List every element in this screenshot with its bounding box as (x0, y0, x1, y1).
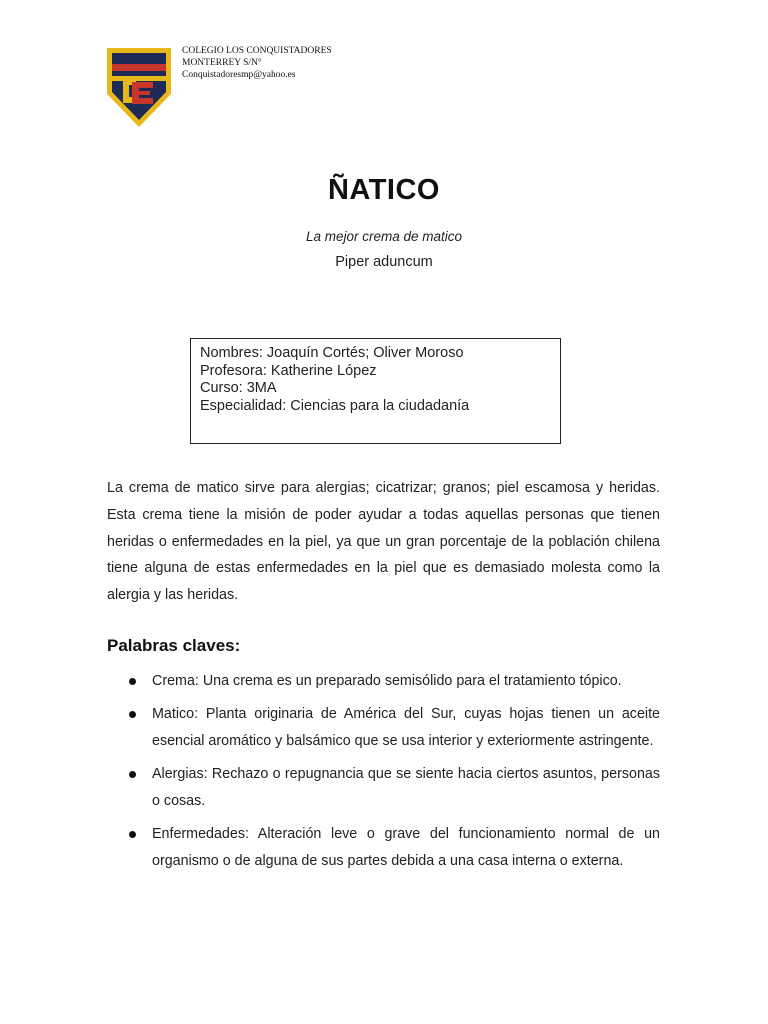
keywords-heading: Palabras claves: (107, 636, 241, 655)
info-curso: Curso: 3MA (200, 380, 277, 396)
document-title: ÑATICO (327, 174, 440, 206)
bullet-icon (129, 771, 136, 778)
school-address: MONTERREY S/N° (182, 58, 262, 68)
school-header (182, 45, 332, 81)
keywords-list (152, 668, 660, 875)
intro-paragraph: La crema de matico sirve para alergias; cicatrizar; granos; piel escamosa y heridas. Esta crema tiene la misión de poder ayudar a todas aquellas personas que tienen heridas o enfermedades en la piel, ya que un gran porcentaje de la población chilena tiene alguna de estas enfermedades en la piel que es demasiado molesta como la alergia y las heridas. (107, 480, 660, 604)
shield-stripe-gold (112, 76, 166, 81)
shield-emblem-e (132, 82, 153, 104)
bullet-icon (129, 678, 136, 685)
student-info-box (190, 338, 561, 444)
document-subtitle: La mejor crema de matico (305, 229, 463, 244)
keyword-text: Enfermedades: Alteración leve o grave del funcionamiento normal de un organismo o de alguna de sus partes debida a una casa interna o externa. (152, 826, 660, 869)
shield-stripe-top (112, 64, 166, 71)
scientific-name: Piper aduncum (335, 254, 433, 270)
bullet-icon (129, 711, 136, 718)
info-nombres: Nombres: Joaquín Cortés; Oliver Moroso (200, 345, 464, 361)
list-item (152, 668, 660, 695)
school-email: Conquistadoresmp@yahoo.es (182, 70, 296, 80)
info-profesora: Profesora: Katherine López (200, 362, 377, 379)
list-item (152, 821, 660, 875)
info-especialidad: Especialidad: Ciencias para la ciudadanía (200, 397, 470, 414)
school-name: COLEGIO LOS CONQUISTADORES (182, 46, 332, 56)
list-item (152, 761, 660, 815)
keyword-text: Alergias: Rechazo o repugnancia que se siente hacia ciertos asuntos, personas o cosas. (152, 766, 660, 809)
bullet-icon (129, 831, 136, 838)
list-item (152, 701, 660, 755)
school-logo (106, 46, 172, 128)
keyword-text: Matico: Planta originaria de América del Sur, cuyas hojas tienen un aceite esencial aromático y balsámico que se usa interior y exteriormente astringente. (152, 706, 660, 749)
keyword-text: Crema: Una crema es un preparado semisólido para el tratamiento tópico. (152, 673, 622, 689)
